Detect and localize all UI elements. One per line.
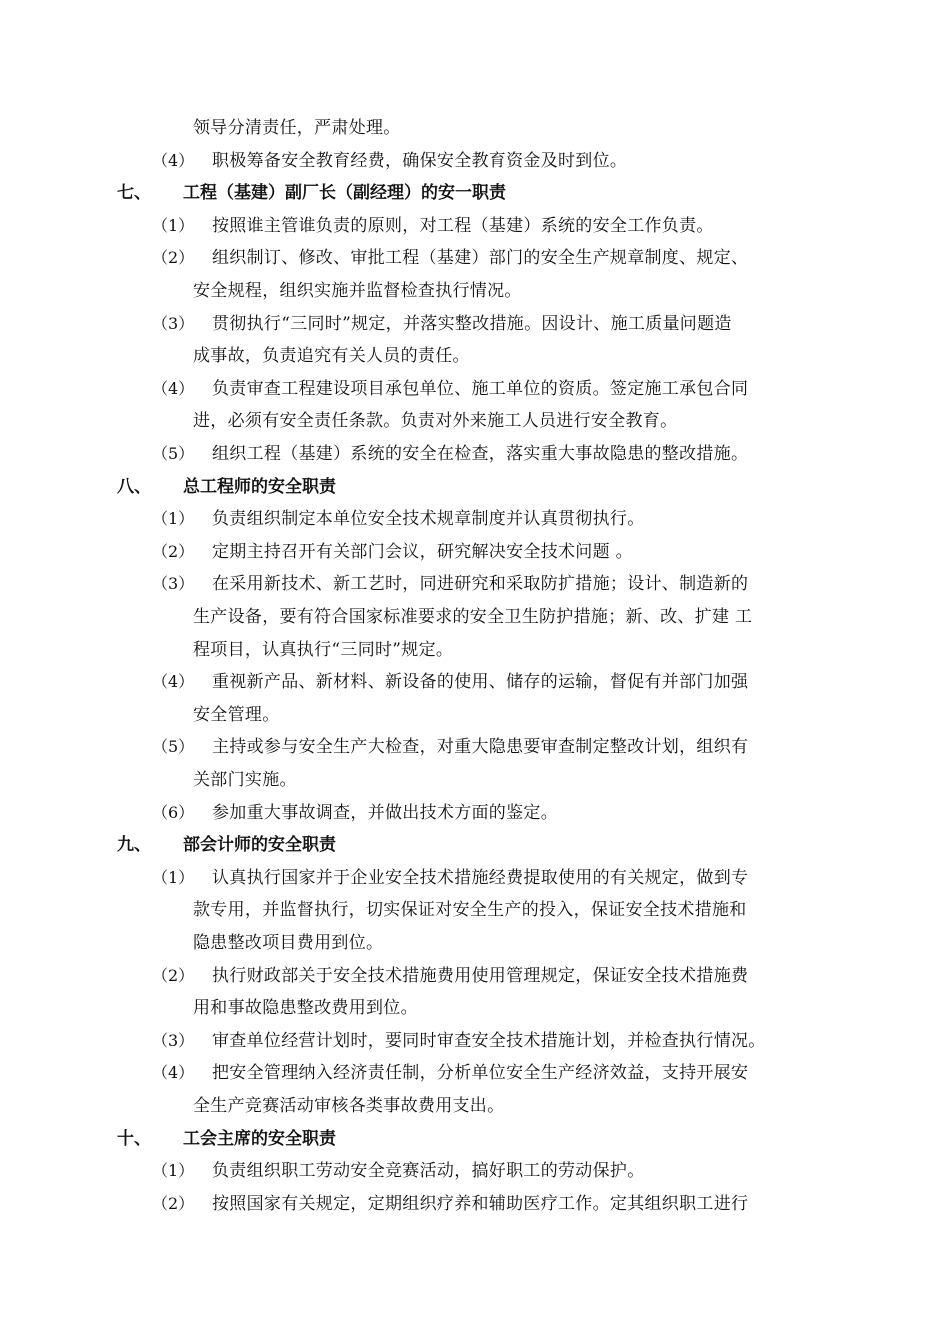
item-number: （3）	[152, 313, 195, 333]
item-text-continuation: 生产设备，要有符合国家标准要求的安全卫生防护措施；新、改、扩建 工	[193, 607, 753, 627]
item-text: 在采用新技术、新工艺时，同进研究和采取防扩措施；设计、制造新的	[212, 574, 749, 595]
item-text: 把安全管理纳入经济责任制，分析单位安全生产经济效益，支持开展安	[212, 1063, 749, 1084]
section-heading: 部会计师的安全职责	[183, 835, 336, 856]
item-number: （4）	[152, 150, 195, 170]
item-text: 职极筹备安全教育经费，确保安全教育资金及时到位。	[212, 150, 628, 171]
item-text-continuation: 用和事故隐患整改费用到位。	[193, 998, 418, 1019]
section-number: 九、	[117, 835, 151, 856]
item-number: （5）	[152, 444, 195, 463]
section-heading: 工程（基建）副厂长（副经理）的安一职责	[183, 183, 506, 204]
item-text: 按照国家有关规定，定期组织疗养和辅助医疗工作。定其组织职工进行	[212, 1193, 749, 1214]
item-text: 负责组织职工劳动安全竞赛活动，搞好职工的劳动保护。	[212, 1161, 645, 1182]
section-heading: 总工程师的安全职责	[183, 476, 336, 497]
item-text-continuation: 进，必须有安全责任条款。负责对外来施工人员进行安全教育。	[193, 411, 678, 432]
item-text: 组织制订、修改、审批工程（基建）部门的安全生产规章制度、规定、	[212, 248, 749, 269]
item-text: 执行财政部关于安全技术措施费用使用管理规定，保证安全技术措施费	[212, 965, 749, 986]
item-text: 审查单位经营计划时，要同时审查安全技术措施计划，并检查执行情况。	[212, 1030, 766, 1051]
item-number: （6）	[152, 802, 195, 822]
item-text: 按照谁主管谁负责的原则，对工程（基建）系统的安全工作负责。	[212, 215, 714, 236]
item-number: （3）	[152, 574, 195, 594]
item-text-continuation: 程项目，认真执行“三同时”规定。	[193, 639, 454, 660]
item-text-continuation: 成事故，负责追究有关人员的责任。	[193, 346, 470, 367]
item-text: 负责审查工程建设项目承包单位、施工单位的资质。签定施工承包合同	[212, 378, 749, 399]
item-text-continuation: 关部门实施。	[193, 770, 297, 790]
item-number: （4）	[152, 378, 195, 398]
item-number: （4）	[152, 1063, 195, 1083]
continuation-text: 领导分清责任，严肃处理。	[193, 118, 401, 138]
item-text: 负责组织制定本单位安全技术规章制度并认真贯彻执行。	[212, 509, 645, 530]
item-number: （2）	[152, 248, 195, 268]
item-text: 重视新产品、新材料、新设备的使用、储存的运输，督促有并部门加强	[212, 672, 749, 693]
item-number: （4）	[152, 672, 195, 692]
item-text: 定期主持召开有关部门会议，研究解决安全技术问题 。	[212, 541, 633, 562]
item-number: （3）	[152, 1030, 195, 1050]
item-text-continuation: 款专用，并监督执行，切实保证对安全生产的投入，保证安全技术措施和	[193, 900, 747, 921]
item-number: （2）	[152, 541, 195, 561]
item-number: （2）	[152, 1193, 195, 1213]
section-number: 十、	[117, 1128, 151, 1149]
item-text-continuation: 隐患整改项目费用到位。	[193, 933, 384, 953]
section-number: 七、	[117, 183, 151, 204]
section-heading: 工会主席的安全职责	[183, 1128, 336, 1149]
item-number: （1）	[152, 215, 195, 235]
item-text-continuation: 安全管理。	[193, 704, 280, 725]
item-text: 参加重大事故调查，并做出技术方面的鉴定。	[212, 802, 558, 823]
item-text: 主持或参与安全生产大检查，对重大隐患要审查制定整改计划，组织有	[212, 737, 749, 758]
section-number: 八、	[117, 476, 151, 497]
item-number: （5）	[152, 737, 195, 757]
item-number: （1）	[152, 509, 195, 529]
item-text-continuation: 全生产竞赛活动审核各类事故费用支出。	[193, 1096, 505, 1116]
item-number: （1）	[152, 1161, 195, 1181]
item-number: （2）	[152, 965, 195, 985]
item-text: 组织工程（基建）系统的安全在检查，落实重大事故隐患的整改措施。	[212, 444, 749, 464]
item-text-continuation: 安全规程，组织实施并监督检查执行情况。	[193, 281, 522, 301]
item-text: 贯彻执行“三同时”规定，并落实整改措施。因设计、施工质量问题造	[212, 313, 732, 334]
item-number: （1）	[152, 867, 195, 887]
item-text: 认真执行国家并于企业安全技术措施经费提取使用的有关规定，做到专	[212, 867, 749, 888]
